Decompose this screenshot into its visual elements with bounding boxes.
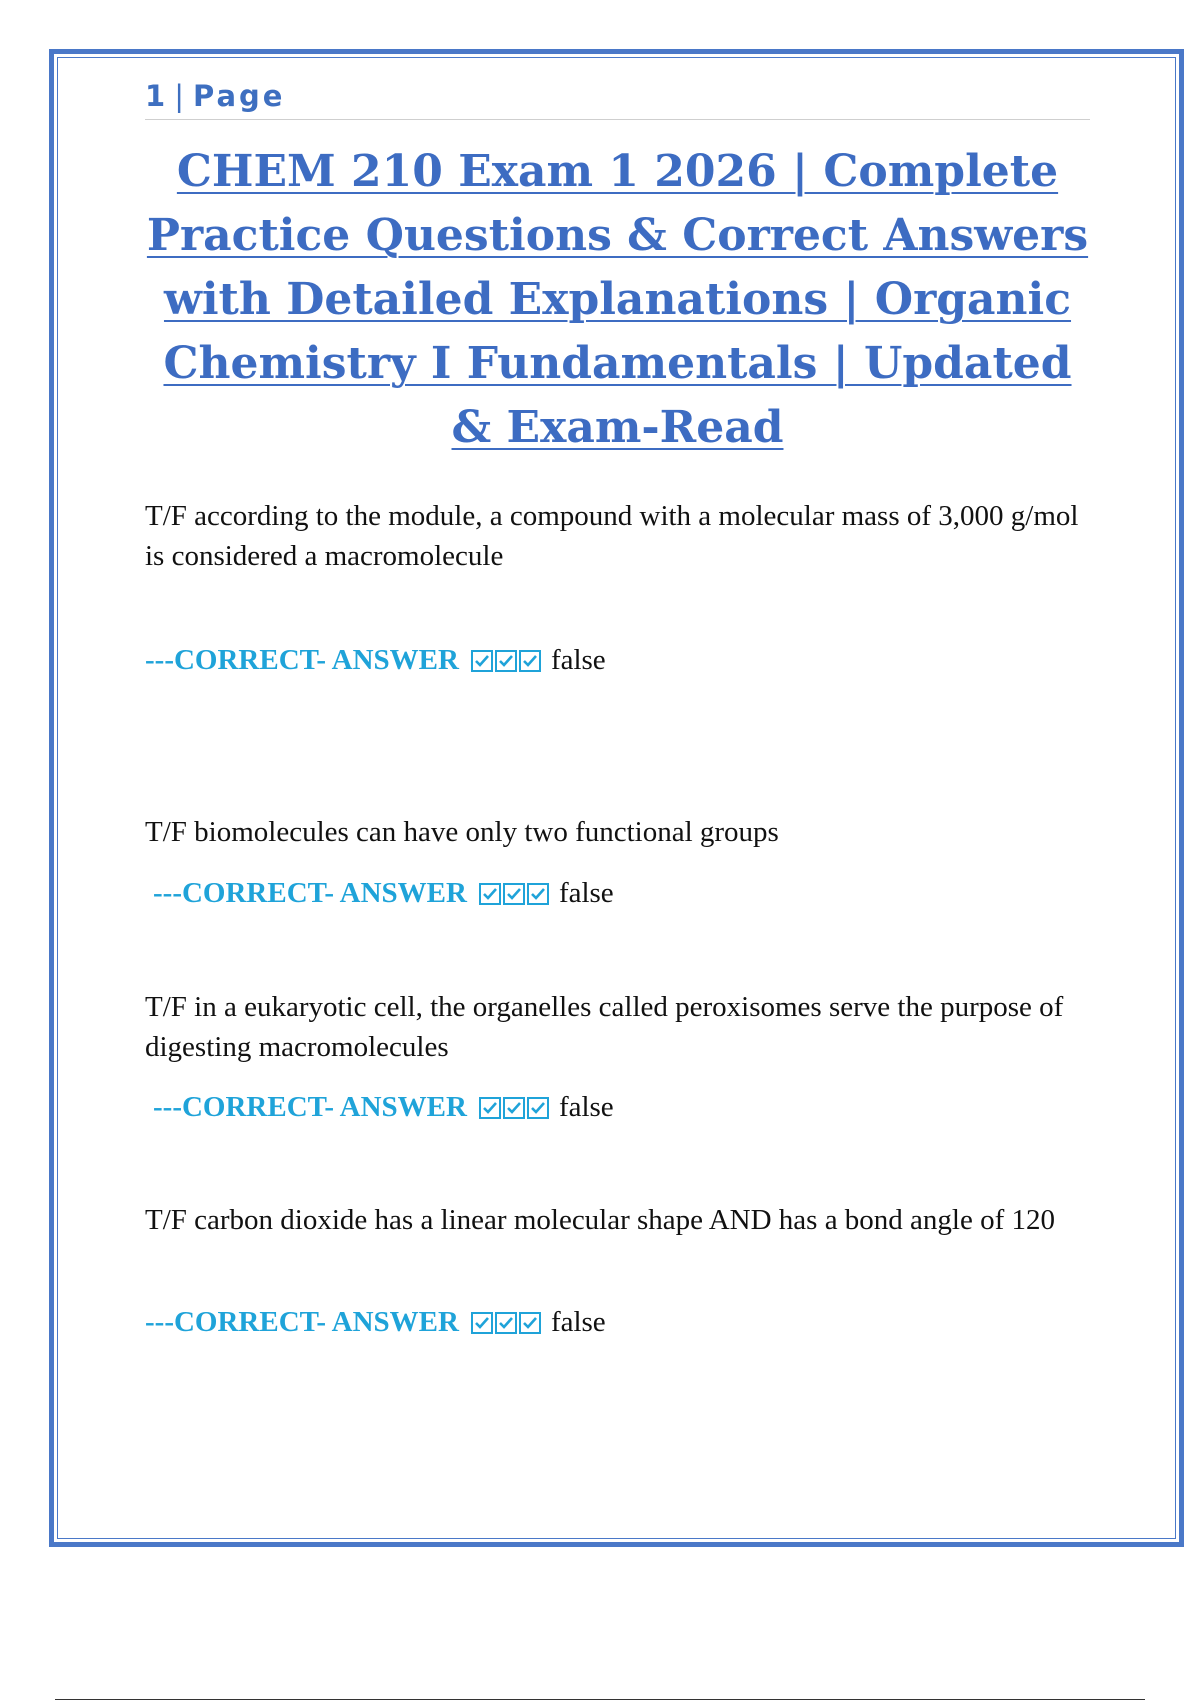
answer-1-label: ---CORRECT- ANSWER (145, 644, 459, 676)
answer-4-checks (471, 1312, 541, 1334)
answer-1-checks (471, 650, 541, 672)
answer-2-label: ---CORRECT- ANSWER (153, 877, 467, 909)
checked-box-icon (471, 650, 493, 672)
answer-3-value: false (558, 1091, 614, 1123)
question-3-text: T/F in a eukaryotic cell, the organelles called peroxisomes serve the purpose of digesting macromolecules (145, 991, 1064, 1063)
answer-3-checks (479, 1097, 549, 1119)
checked-box-icon (519, 1312, 541, 1334)
page-number: 1 (145, 79, 169, 113)
question-2-text: T/F biomolecules can have only two functional groups (145, 816, 779, 848)
answer-2 (153, 873, 614, 913)
checked-box-icon (503, 1097, 525, 1119)
answer-4-value: false (550, 1306, 606, 1338)
checked-box-icon (503, 883, 525, 905)
answer-3 (153, 1087, 614, 1127)
answer-3-label: ---CORRECT- ANSWER (153, 1091, 467, 1123)
checked-box-icon (495, 1312, 517, 1334)
answer-1-value: false (550, 644, 606, 676)
page-separator: | (174, 79, 187, 113)
answer-4-label: ---CORRECT- ANSWER (145, 1306, 459, 1338)
document-title: CHEM 210 Exam 1 2026 | Complete Practice Questions & Correct Answers with Detailed Explanations | Organic Chemistry I Fundamentals | Updated & Exam-Read (146, 146, 1089, 453)
page-header (145, 76, 1090, 120)
checked-box-icon (495, 650, 517, 672)
checked-box-icon (527, 1097, 549, 1119)
answer-2-value: false (558, 877, 614, 909)
answer-1 (145, 640, 606, 680)
question-1-text: T/F according to the module, a compound with a molecular mass of 3,000 g/mol is considered a macromolecule (145, 500, 1079, 572)
question-4-text: T/F carbon dioxide has a linear molecular shape AND has a bond angle of 120 (145, 1204, 1056, 1236)
answer-2-checks (479, 883, 549, 905)
checked-box-icon (479, 1097, 501, 1119)
checked-box-icon (519, 650, 541, 672)
checked-box-icon (527, 883, 549, 905)
checked-box-icon (471, 1312, 493, 1334)
page-label: Page (192, 79, 286, 113)
answer-4 (145, 1302, 606, 1342)
checked-box-icon (479, 883, 501, 905)
